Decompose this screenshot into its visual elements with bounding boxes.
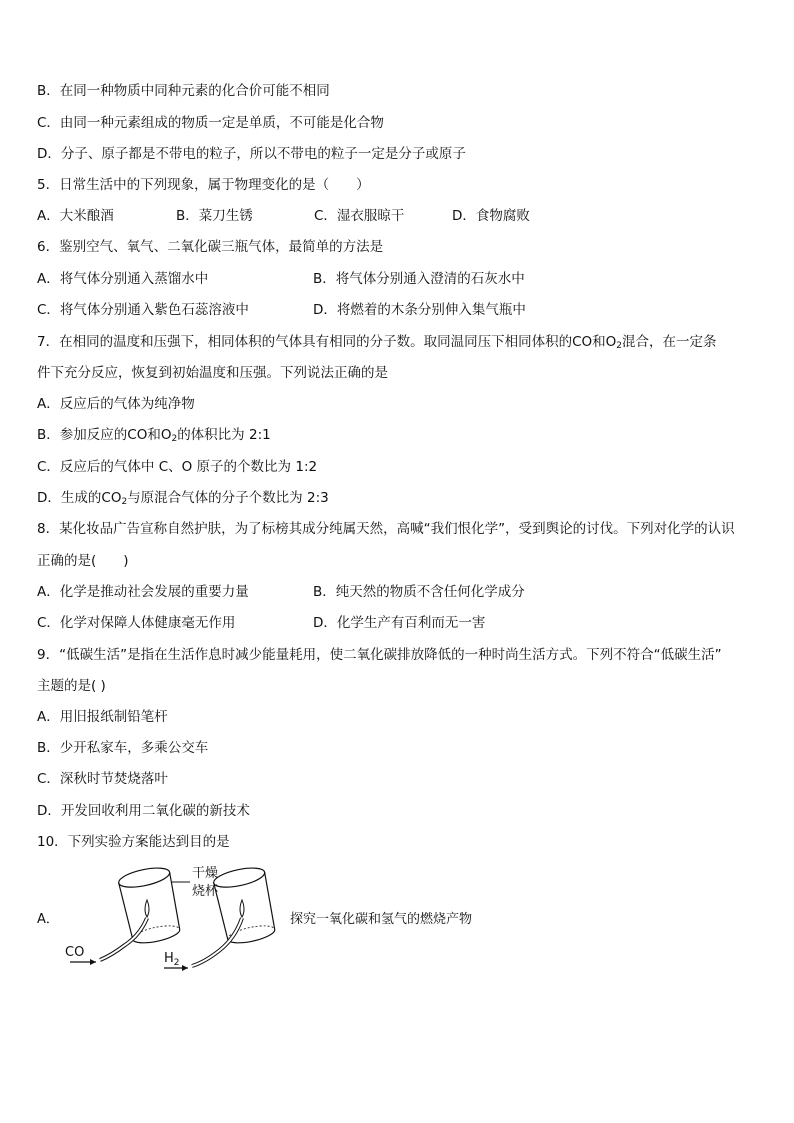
q7-option-a: A．反应后的气体为纯净物 xyxy=(37,396,195,412)
q6-option-a: A．将气体分别通入蒸馏水中 xyxy=(37,271,209,287)
q8-option-d: D．化学生产有百利而无一害 xyxy=(313,615,486,631)
q9-option-b: B．少开私家车，多乘公交车 xyxy=(37,740,209,756)
q7-stem-line1: 7．在相同的温度和压强下，相同体积的气体具有相同的分子数。取同温同压下相同体积的CO和$O_2$混合，在一定条 xyxy=(37,334,717,351)
q6-option-c: C．将气体分别通入紫色石蕊溶液中 xyxy=(37,302,249,318)
q9-stem-line1: 9．“低碳生活”是指在生活作息时减少能量耗用，使二氧化碳排放降低的一种时尚生活方式。下列不符合“低碳生活” xyxy=(37,647,722,663)
dry-beaker-left xyxy=(117,864,183,946)
q6-stem: 6．鉴别空气、氧气、二氧化碳三瓶气体，最简单的方法是 xyxy=(37,239,384,255)
q8-option-c: C．化学对保障人体健康毫无作用 xyxy=(37,615,236,631)
q10-stem: 10．下列实验方案能达到目的是 xyxy=(37,834,230,850)
h2-label: $H_2$ xyxy=(164,951,180,968)
q8-stem-line1: 8．某化妆品广告宣称自然护肤，为了标榜其成分纯属天然，高喊“我们恨化学”，受到舆论的讨伐。下列对化学的认识 xyxy=(37,521,735,537)
flame-right xyxy=(240,900,244,917)
q4-option-c: C．由同一种元素组成的物质一定是单质，不可能是化合物 xyxy=(37,115,384,131)
co-label: CO xyxy=(65,945,85,960)
q5-option-b: B．菜刀生锈 xyxy=(176,208,253,224)
dry-beaker-right xyxy=(212,864,278,946)
q4-option-b: B．在同一种物质中同种元素的化合价可能不相同 xyxy=(37,83,330,99)
q7-option-c: C．反应后的气体中 C、O 原子的个数比为 1:2 xyxy=(37,459,318,475)
q8-option-a: A．化学是推动社会发展的重要力量 xyxy=(37,584,249,600)
q5-option-c: C．湿衣服晾干 xyxy=(314,208,405,224)
flame-left xyxy=(145,900,149,917)
q10-option-a-description: 探究一氧化碳和氢气的燃烧产物 xyxy=(290,912,473,927)
q5-stem: 5．日常生活中的下列现象，属于物理变化的是（ ） xyxy=(37,177,370,193)
q7-stem-line2: 件下充分反应，恢复到初始温度和压强。下列说法正确的是 xyxy=(37,365,388,381)
beaker-label-line1: 干燥 xyxy=(192,866,219,881)
q7-option-b: B．参加反应的CO和$O_2$的体积比为 2:1 xyxy=(37,427,271,444)
gas-tube-right xyxy=(192,918,242,966)
q9-option-d: D．开发回收利用二氧化碳的新技术 xyxy=(37,803,250,819)
q8-stem-line2: 正确的是( ) xyxy=(37,553,129,569)
combustion-experiment-figure xyxy=(0,860,794,980)
gas-tube-left xyxy=(100,918,147,960)
q4-option-d: D．分子、原子都是不带电的粒子，所以不带电的粒子一定是分子或原子 xyxy=(37,146,466,162)
q10-option-a-label: A． xyxy=(37,912,59,927)
q5-option-d: D．食物腐败 xyxy=(452,208,530,224)
q8-option-b: B．纯天然的物质不含任何化学成分 xyxy=(313,584,525,600)
q5-option-a: A．大米酿酒 xyxy=(37,208,114,224)
q6-option-b: B．将气体分别通入澄清的石灰水中 xyxy=(313,271,525,287)
q9-option-a: A．用旧报纸制铅笔杆 xyxy=(37,709,168,725)
q6-option-d: D．将燃着的木条分别伸入集气瓶中 xyxy=(313,302,526,318)
q9-option-c: C．深秋时节焚烧落叶 xyxy=(37,771,168,787)
q7-option-d: D．生成的$CO_2$与原混合气体的分子个数比为 2:3 xyxy=(37,490,329,507)
beaker-label-line2: 烧杯 xyxy=(192,884,219,899)
q9-stem-line2: 主题的是( ) xyxy=(37,678,106,694)
